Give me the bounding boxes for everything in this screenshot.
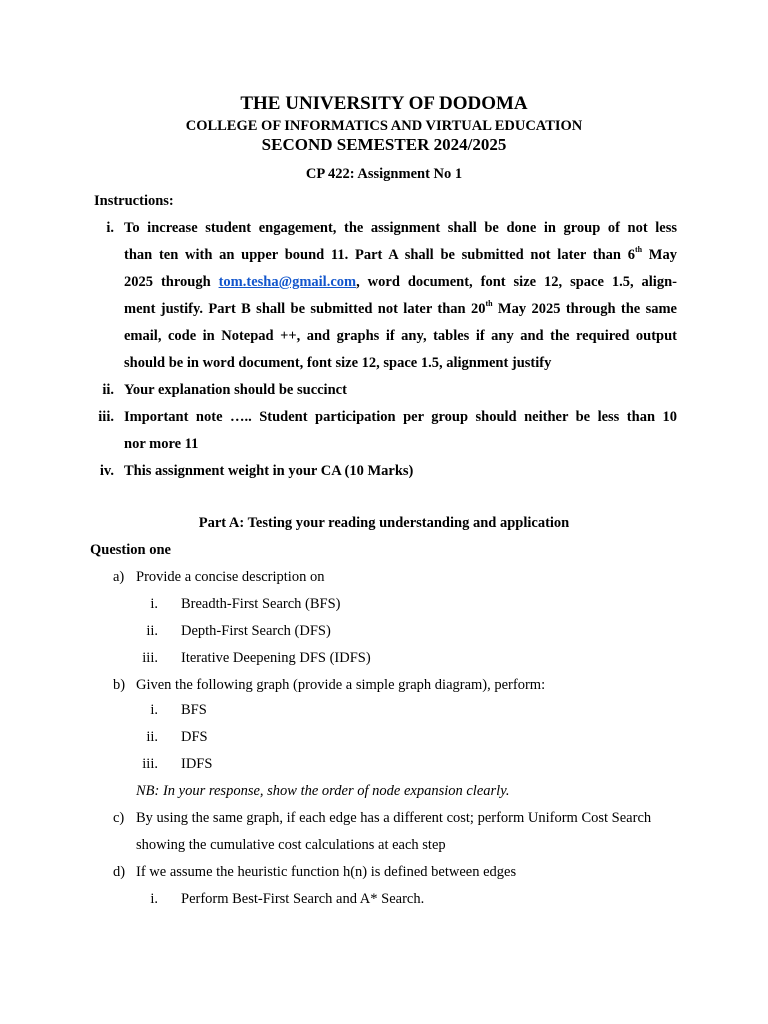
sub-num: iii. [142,650,158,666]
question-label: a) [113,569,125,585]
part-a-title: Part A: Testing your reading understanding and application [198,515,570,531]
instruction-line: ment justify. Part B shall be submitted not later than 20th May 2025 through the same [124,299,677,317]
question-label: d) [113,864,126,880]
instruction-line: should be in word document, font size 12, space 1.5, alignment justify [124,355,552,371]
sub-text: BFS [181,702,207,718]
instruction-num: iii. [98,409,114,425]
sub-num: ii. [146,623,158,639]
sub-num: i. [150,702,158,718]
university-title: THE UNIVERSITY OF DODOMA [240,93,528,114]
question-text: Given the following graph (provide a simple graph diagram), perform: [136,677,546,693]
question-text: showing the cumulative cost calculations at each step [136,837,446,853]
instruction-num: ii. [102,382,114,398]
instruction-line: email, code in Notepad ++, and graphs if any, tables if any and the required output [124,328,677,344]
college-title: COLLEGE OF INFORMATICS AND VIRTUAL EDUCATION [185,118,583,134]
sub-num: i. [150,891,158,907]
email-link[interactable]: tom.tesha@gmail.com [218,274,357,290]
question-label: c) [113,810,125,826]
instruction-num: i. [106,220,114,236]
sub-text: Breadth-First Search (BFS) [181,596,341,612]
note-text: NB: In your response, show the order of node expansion clearly. [136,783,510,799]
instruction-line: Your explanation should be succinct [124,382,347,398]
instruction-line: Important note ….. Student participation per group should neither be less than 10 [124,409,677,425]
instruction-line: nor more 11 [124,436,199,452]
instruction-line: than ten with an upper bound 11. Part A shall be submitted not later than 6th May [124,245,677,263]
sub-num: ii. [146,729,158,745]
question-label: b) [113,677,126,693]
question-heading: Question one [90,542,171,558]
question-text: If we assume the heuristic function h(n) is defined between edges [136,864,517,880]
instructions-heading: Instructions: [94,193,174,209]
semester-title: SECOND SEMESTER 2024/2025 [261,135,507,154]
sub-num: i. [150,596,158,612]
sub-text: Depth-First Search (DFS) [181,623,331,639]
sub-text: IDFS [181,756,213,772]
instruction-line: To increase student engagement, the assignment shall be done in group of not less [124,220,677,236]
question-text: Provide a concise description on [136,569,325,585]
sub-num: iii. [142,756,158,772]
course-title: CP 422: Assignment No 1 [305,166,463,182]
sub-text: Perform Best-First Search and A* Search. [181,891,425,907]
sub-text: Iterative Deepening DFS (IDFS) [181,650,371,666]
instruction-line: This assignment weight in your CA (10 Marks) [124,463,414,479]
question-text: By using the same graph, if each edge has a different cost; perform Uniform Cost Search [136,810,652,826]
sub-text: DFS [181,729,208,745]
instruction-num: iv. [99,463,114,479]
instruction-line: 2025 through tom.tesha@gmail.com, word document, font size 12, space 1.5, align- [124,274,677,290]
